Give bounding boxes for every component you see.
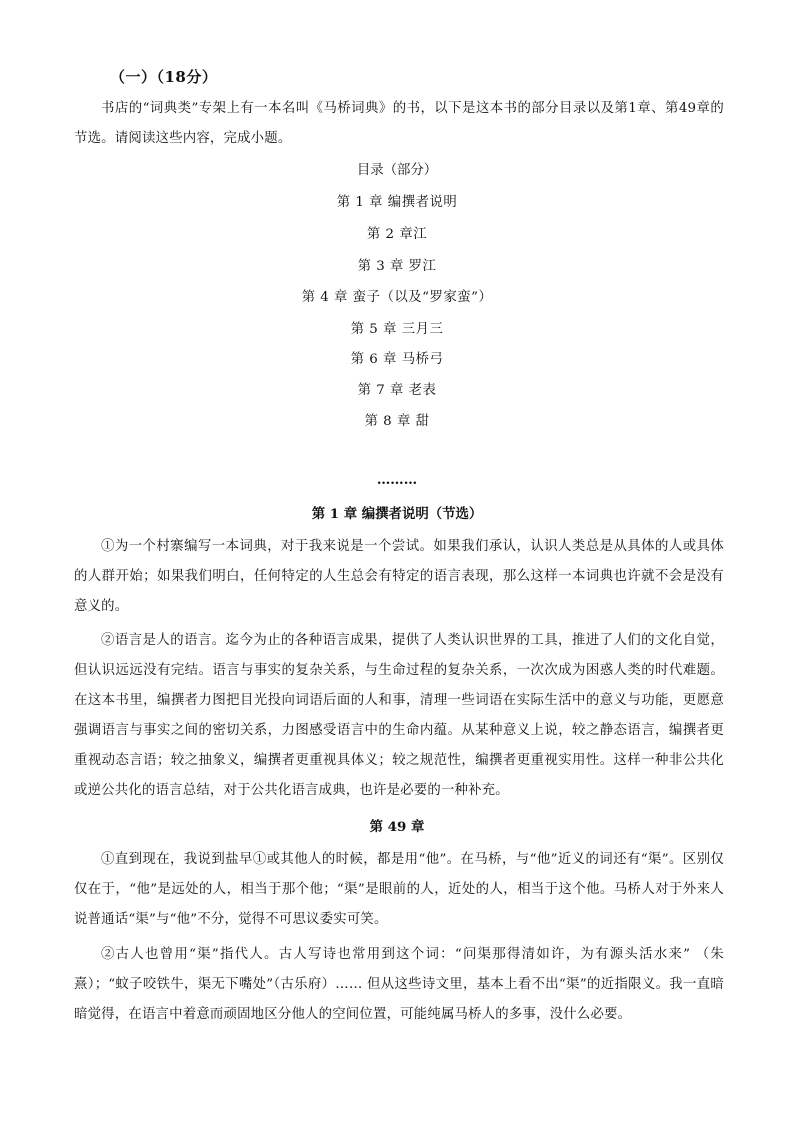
toc-item: 第 1 章 编撰者说明 xyxy=(336,195,458,210)
toc-item: 第 8 章 甜 xyxy=(364,414,430,429)
chapter1-paragraph-2: ②语言是人的语言。迄今为止的各种语言成果，提供了人类认识世界的工具，推进了人们的文化自觉，但认识远远没有完结。语言与事实的复杂关系，与生命过程的复杂关系，一次次成为困惑人类的时代难题。在这本书里，编撰者力图把目光投向词语后面的人和事，清理一些词语在实际生活中的意义与功能，更愿意强调语言与事实之间的密切关系，力图感受语言中的生命内蕴。从某种意义上说，较之静态语言，编撰者更重视动态言语；较之抽象义，编撰者更重视具体义；较之规范性，编撰者更重视实用性。这样一种非公共化或逆公共化的语言总结，对于公共化语言成典，也许是必要的一种补充。 xyxy=(74,633,724,798)
toc-ellipsis: ……… xyxy=(376,472,418,488)
chapter1-paragraph-1: ①为一个村寨编写一本词典，对于我来说是一个尝试。如果我们承认，认识人类总是从具体的人或具体的人群开始；如果我们明白，任何特定的人生总会有特定的语言表现，那么这样一本词典也许就不会是没有意义的。 xyxy=(74,539,724,614)
intro-paragraph: 书店的“词典类”专架上有一本名叫《马桥词典》的书，以下是这本书的部分目录以及第1章、第49章的节选。请阅读这些内容，完成小题。 xyxy=(74,101,724,146)
chapter49-paragraph-1: ①直到现在，我说到盐早①或其他人的时候，都是用“他”。在马桥，与“他”近义的词还有“渠”。区别仅仅在于，“他”是远处的人，相当于那个他；“渠”是眼前的人，近处的人，相当于这个他。马桥人对于外来人说普通话“渠”与“他”不分，觉得不可思议委实可笑。 xyxy=(74,852,724,927)
toc-heading: 目录（部分） xyxy=(356,163,438,178)
section-title: （一）（18分） xyxy=(110,68,218,86)
chapter49-heading: 第 49 章 xyxy=(369,819,425,835)
toc-item: 第 3 章 罗江 xyxy=(357,259,437,274)
chapter1-heading: 第 1 章 编撰者说明（节选） xyxy=(311,506,483,522)
toc-item: 第 2 章江 xyxy=(366,227,428,242)
chapter49-paragraph-2: ②古人也曾用“渠”指代人。古人写诗也常用到这个词：“问渠那得清如许，为有源头活水来” （朱熹）；“蚊子咬铁牛，渠无下嘴处”（古乐府）…… 但从这些诗文里，基本上看不出“渠”的近指限义。我一直暗暗觉得，在语言中着意而顽固地区分他人的空间位置，可能纯属马桥人的多事，没什么必要。 xyxy=(74,947,724,1022)
toc-item: 第 7 章 老表 xyxy=(357,383,437,398)
toc-item: 第 4 章 蛮子（以及“罗家蛮”） xyxy=(301,290,493,305)
toc-item: 第 5 章 三月三 xyxy=(350,322,444,337)
toc-item: 第 6 章 马桥弓 xyxy=(350,352,444,367)
